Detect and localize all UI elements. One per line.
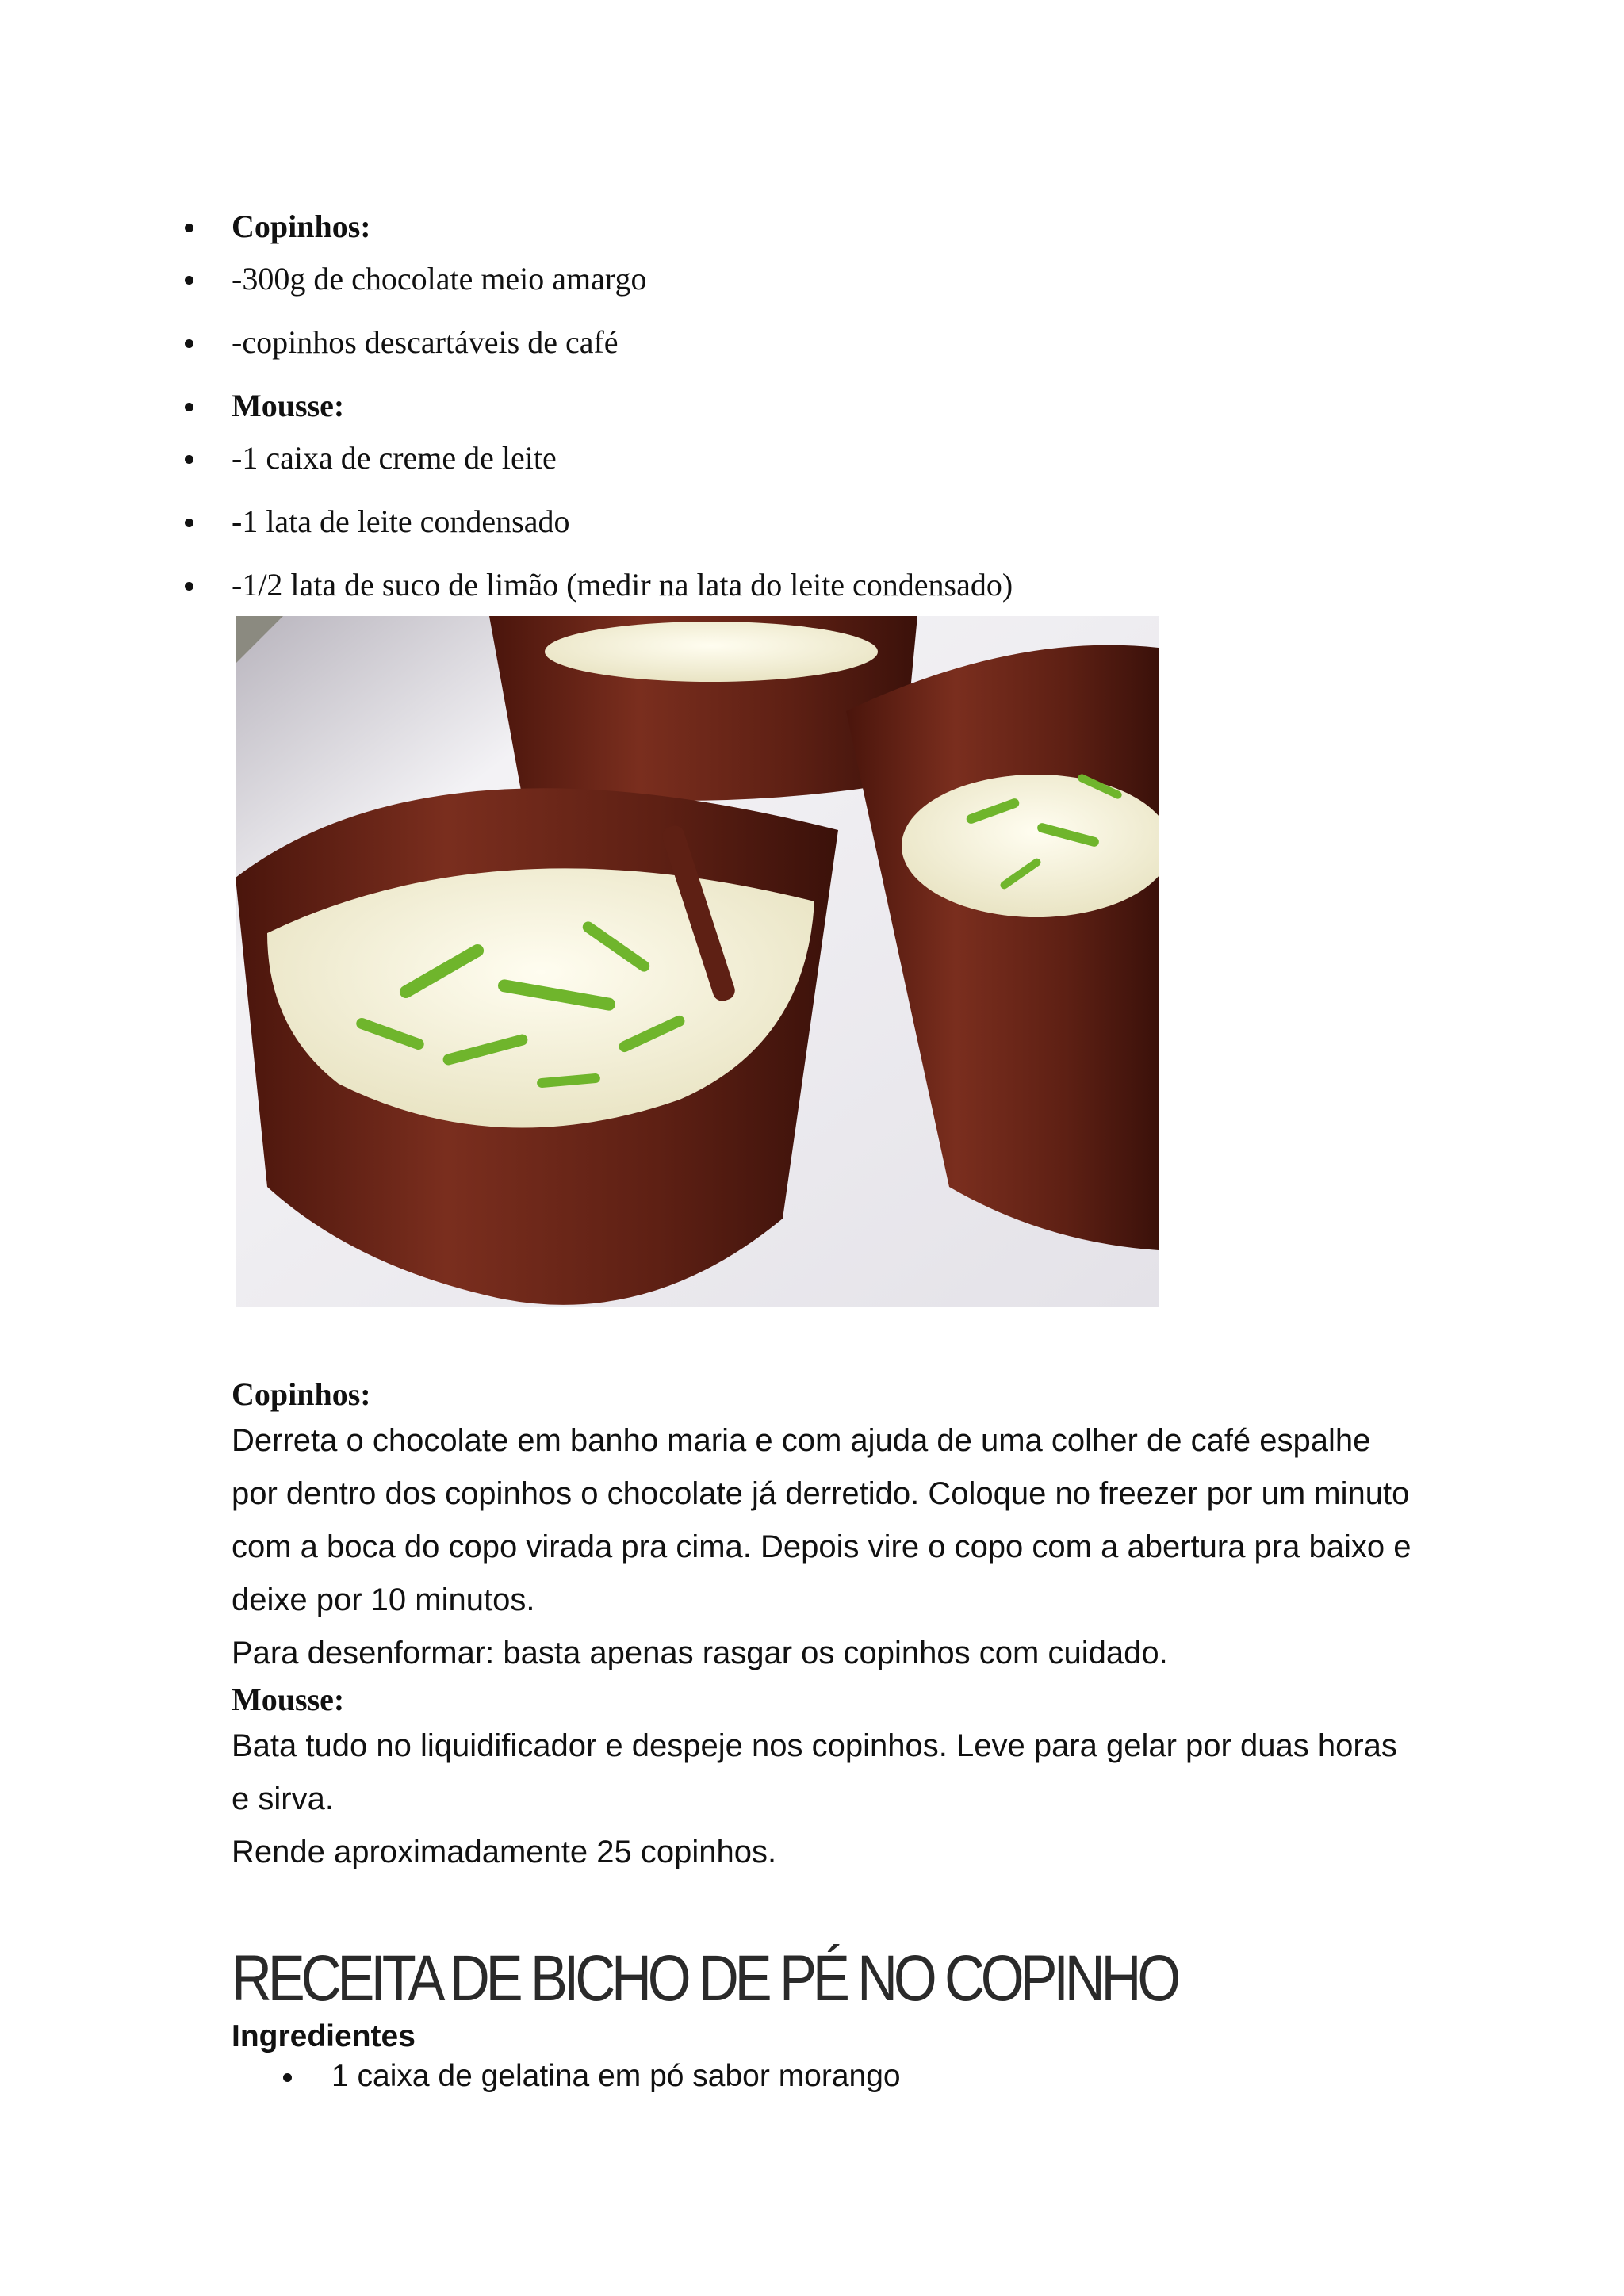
list-item: -1/2 lata de suco de limão (medir na lata do leite condensado) bbox=[179, 566, 1369, 604]
paragraph: Bata tudo no liquidificador e despeje nos copinhos. Leve para gelar por duas horas e sirva. bbox=[232, 1728, 1397, 1816]
recipe-photo bbox=[236, 616, 1159, 1307]
paragraph: Rende aproximadamente 25 copinhos. bbox=[232, 1835, 777, 1869]
ingredients-list bbox=[179, 208, 1369, 629]
ingredients-list-2 bbox=[278, 2058, 1467, 2095]
section-heading: Copinhos: bbox=[232, 1376, 371, 1412]
paragraph: Derreta o chocolate em banho maria e com ajuda de uma colher de café espalhe por dentro dos copinhos o chocolate já derretido. Coloque no freezer por um minuto com a boca do copo virada pra cima. Depois vire o copo com a abertura pra baixo e deixe por 10 minutos. bbox=[232, 1423, 1411, 1617]
list-item: -300g de chocolate meio amargo bbox=[179, 260, 1369, 298]
instructions bbox=[232, 1375, 1421, 1879]
list-item: Copinhos: bbox=[179, 208, 1369, 246]
list-item: -1 lata de leite condensado bbox=[179, 503, 1369, 541]
list-item: Mousse: bbox=[179, 387, 1369, 425]
recipe-title: RECEITA DE BICHO DE PÉ NO COPINHO bbox=[232, 1942, 1178, 2015]
section-heading: Mousse: bbox=[232, 1682, 345, 1717]
list-item: -1 caixa de creme de leite bbox=[179, 439, 1369, 477]
ingredients-heading: Ingredientes bbox=[232, 2019, 416, 2053]
paragraph: Para desenformar: basta apenas rasgar os copinhos com cuidado. bbox=[232, 1636, 1168, 1670]
list-item: -copinhos descartáveis de café bbox=[179, 323, 1369, 362]
list-item: 1 caixa de gelatina em pó sabor morango bbox=[278, 2058, 1467, 2095]
chocolate-cups-illustration bbox=[236, 616, 1159, 1307]
